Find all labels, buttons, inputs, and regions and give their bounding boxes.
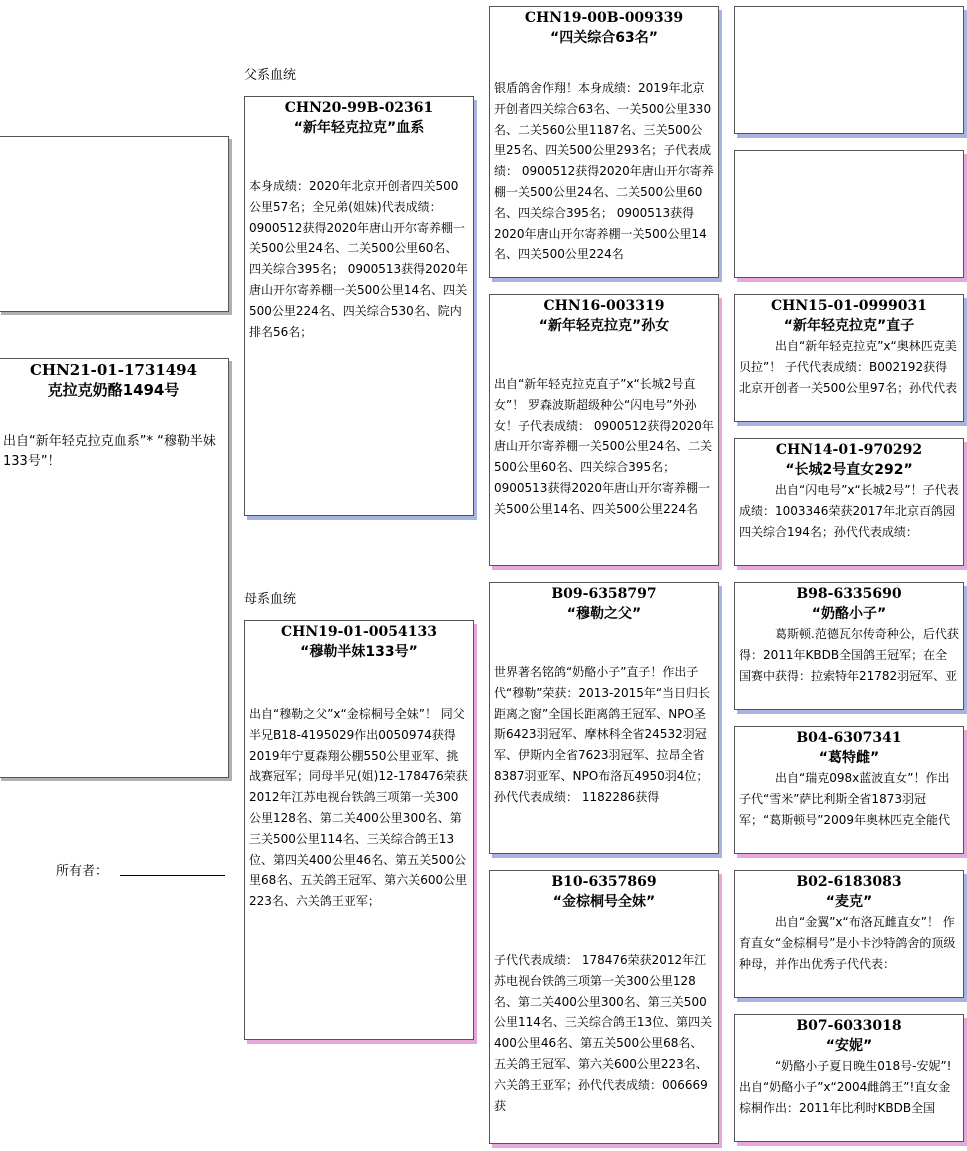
sire-ring-number: CHN20-99B-02361: [284, 100, 434, 116]
sire-dam-dam-name: “长城2号直女292”: [785, 462, 913, 478]
paternal-label: 父系血统: [244, 68, 297, 83]
sire-description: 本身成绩：2020年北京开创者四关500公里57名；全兄弟(姐妹)代表成绩： 0900512获得2020年唐山开尔寄养棚一关500公里24名、二关500公里60名、四关综合395名； 0900513获得2020年唐山开尔寄养棚一关500公里14名、四关500公里224名、四关综合530名、院内排名56名；: [249, 179, 468, 339]
dam-sire-name: “穆勒之父”: [566, 606, 642, 622]
sire-sire-dam-card: [734, 150, 964, 278]
dam-dam-name: “金棕桐号全妹”: [552, 894, 656, 910]
dam-sire-dam-description: 出自“瑞克098x蓝波直女”！作出子代“雪米”萨比利斯全省1873羽冠军；“葛斯顿号”2009年奥林匹克全能代: [739, 771, 950, 827]
dam-sire-dam-card: [734, 726, 964, 854]
dam-sire-dam-ring-number: B04-6307341: [796, 730, 902, 746]
sire-dam-dam-card: [734, 438, 964, 566]
owner-label: 所有者：: [56, 864, 109, 879]
dam-dam-sire-card: [734, 870, 964, 998]
sire-sire-name: “四关综合63名”: [550, 30, 658, 46]
dam-dam-dam-description: “奶酪小子夏日晚生018号-安妮”!出自“奶酪小子”x“2004雌鸽王”!直女金棕桐作出：2011年比利时KBDB全国: [739, 1059, 952, 1115]
sire-dam-sire-ring-number: CHN15-01-0999031: [771, 298, 927, 314]
sire-dam-sire-card: [734, 294, 964, 422]
dam-dam-dam-ring-number: B07-6033018: [796, 1018, 902, 1034]
dam-dam-sire-description: 出自“金翼”x“布洛瓦雌直女”！ 作育直女“金棕桐号”是小卡沙特鸽舍的顶级种母，并作出优秀子代代表：: [739, 915, 956, 971]
dam-sire-dam-name: “葛特雌”: [818, 750, 880, 766]
dam-card: [244, 620, 474, 1040]
dam-sire-sire-description: 葛斯顿.范德瓦尔传奇种公，后代获得：2011年KBDB全国鸽王冠军；在全国赛中获得：拉索特年21782羽冠军、亚: [739, 627, 959, 683]
dam-description: 出自“穆勒之父”x“金棕桐号全妹”！ 同父半兄B18-4195029作出0050974获得2019年宁夏森翔公棚550公里亚军、挑战赛冠军；同母半兄(姐)12-178476荣获2012年江苏电视台铁鸽三项第一关300公里128名、第二关400公里300名、第三关500公里114名、三关综合鸽王13位、第四关400公里46名、第五关500公里68名、五关鸽王冠军、第六关600公里223名、六关鸽王亚军；: [249, 707, 468, 909]
sire-sire-card: [489, 6, 719, 278]
empty-info-box: [0, 136, 229, 312]
dam-sire-sire-card: [734, 582, 964, 710]
dam-sire-description: 世界著名铭鸽“奶酪小子”直子！作出子代“穆勒”荣获：2013-2015年“当日归长距离之窗”全国长距离鸽王冠军、NPO圣斯6423羽冠军、摩林科全省24532羽冠军、伊斯内全省7623羽冠军、拉昂全省8387羽亚军、NPO布洛瓦4950羽4位；孙代代表成绩： 1182286获得: [494, 665, 711, 804]
sire-dam-dam-ring-number: CHN14-01-970292: [775, 442, 923, 458]
dam-dam-description: 子代代表成绩： 178476荣获2012年江苏电视台铁鸽三项第一关300公里128名、第二关400公里300名、第三关500公里114名、三关综合鸽王13位、第四关400公里46名、第五关500公里68名、五关鸽王冠军、第六关600公里223名、六关鸽王亚军；孙代代表成绩：006669获: [494, 953, 713, 1113]
sire-name: “新年轻克拉克”血系: [293, 120, 425, 136]
sire-card: [244, 96, 474, 516]
sire-dam-sire-name: “新年轻克拉克”直子: [783, 318, 915, 334]
dam-sire-card: [489, 582, 719, 854]
sire-sire-sire-card: [734, 6, 964, 134]
dam-dam-dam-name: “安妮”: [825, 1038, 873, 1054]
sire-dam-name: “新年轻克拉克”孙女: [538, 318, 670, 334]
sire-dam-ring-number: CHN16-003319: [543, 298, 665, 314]
sire-dam-sire-description: 出自“新年轻克拉克”x“奥林匹克美贝拉”！ 子代代表成绩：B002192获得北京开创者一关500公里97名；孙代代表: [739, 339, 958, 395]
dam-dam-card: [489, 870, 719, 1144]
dam-sire-sire-ring-number: B98-6335690: [796, 586, 902, 602]
sire-dam-dam-description: 出自“闪电号”x“长城2号”！子代表成绩：1003346荣获2017年北京百鸽园四关综合194名；孙代代表成绩：: [739, 483, 959, 539]
subject-name: 克拉克奶酪1494号: [47, 381, 180, 399]
subject-description: 出自“新年轻克拉克血系”* “穆勒半妹133号”！: [3, 434, 216, 469]
dam-sire-sire-name: “奶酪小子”: [811, 606, 887, 622]
sire-dam-card: [489, 294, 719, 566]
dam-name: “穆勒半妹133号”: [300, 644, 418, 660]
sire-dam-description: 出自“新年轻克拉克直子”x“长城2号直女”！ 罗森波斯超级种公“闪电号”外孙女！子代表成绩： 0900512获得2020年唐山开尔寄养棚一关500公里24名、二关500公里60名、四关综合395名； 0900513获得2020年唐山开尔寄养棚一关500公里14名、四关500公里224名: [494, 377, 714, 516]
dam-sire-ring-number: B09-6358797: [551, 586, 657, 602]
dam-dam-dam-card: [734, 1014, 964, 1142]
dam-dam-ring-number: B10-6357869: [551, 874, 657, 890]
subject-card: [0, 358, 229, 778]
sire-sire-description: 银盾鸽舍作翔！本身成绩：2019年北京开创者四关综合63名、一关500公里330名、二关560公里1187名、三关500公里25名、四关500公里293名；子代表成绩： 0900512获得2020年唐山开尔寄养棚一关500公里24名、二关500公里60名、四关综合395名； 0900513获得2020年唐山开尔寄养棚一关500公里14名、四关500公里224名: [494, 81, 714, 262]
subject-ring-number: CHN21-01-1731494: [29, 361, 198, 379]
sire-sire-ring-number: CHN19-00B-009339: [524, 10, 684, 26]
maternal-label: 母系血统: [244, 592, 297, 607]
dam-dam-sire-ring-number: B02-6183083: [796, 874, 902, 890]
dam-dam-sire-name: “麦克”: [825, 894, 873, 910]
dam-ring-number: CHN19-01-0054133: [281, 624, 437, 640]
owner-blank-line: [120, 875, 225, 876]
